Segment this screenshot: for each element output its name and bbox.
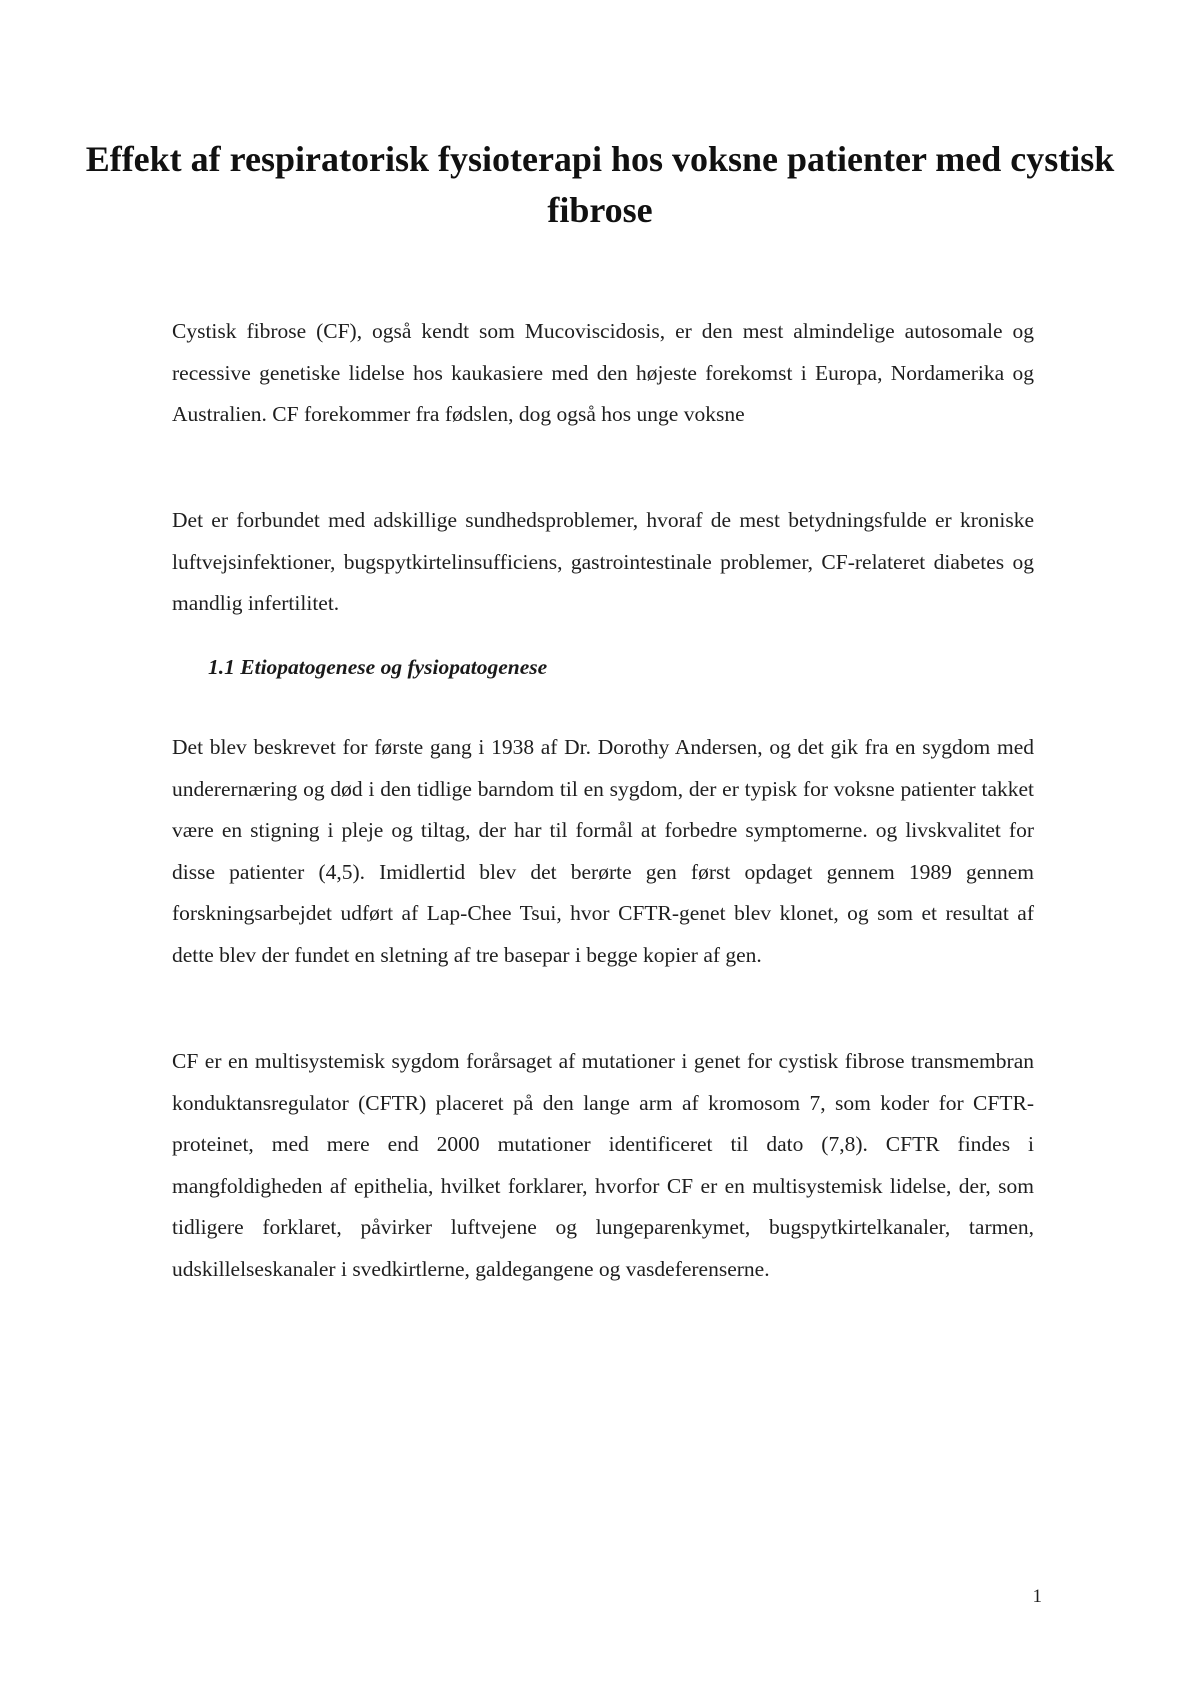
document-title: Effekt af respiratorisk fysioterapi hos voksne patienter med cystisk fibrose bbox=[85, 139, 1115, 230]
paragraph-intro: Cystisk fibrose (CF), også kendt som Mucoviscidosis, er den mest almindelige autosomale og recessive genetiske lidelse hos kaukasiere med den højeste forekomst i Europa, Nordamerika og Australien. CF forekommer fra fødslen, dog også hos unge voksne bbox=[172, 319, 1034, 426]
page-number: 1 bbox=[1032, 1586, 1042, 1607]
section-heading: 1.1 Etiopatogenese og fysiopatogenese bbox=[208, 655, 548, 679]
paragraph-history: Det blev beskrevet for første gang i 1938 af Dr. Dorothy Andersen, og det gik fra en sygdom med underernæring og død i den tidlige barndom til en sygdom, der er typisk for voksne patienter takket være en stigning i pleje og tiltag, der har til formål at forbedre symptomerne. og livskvalitet for disse patienter (4,5). Imidlertid blev det berørte gen først opdaget gennem 1989 gennem forskningsarbejdet udført af Lap-Chee Tsui, hvor CFTR-genet blev klonet, og som et resultat af dette blev der fundet en sletning af tre basepar i begge kopier af gen. bbox=[172, 735, 1034, 967]
paragraph-health-problems: Det er forbundet med adskillige sundhedsproblemer, hvoraf de mest betydningsfulde er kroniske luftvejsinfektioner, bugspytkirtelinsufficiens, gastrointestinale problemer, CF-relateret diabetes og mandlig infertilitet. bbox=[172, 508, 1034, 615]
paragraph-multisystemic: CF er en multisystemisk sygdom forårsaget af mutationer i genet for cystisk fibrose transmembran konduktansregulator (CFTR) placeret på den lange arm af kromosom 7, som koder for CFTR-proteinet, med mere end 2000 mutationer identificeret til dato (7,8). CFTR findes i mangfoldigheden af epithelia, hvilket forklarer, hvorfor CF er en multisystemisk lidelse, der, som tidligere forklaret, påvirker luftvejene og lungeparenkymet, bugspytkirtelkanaler, tarmen, udskillelseskanaler i svedkirtlerne, galdegangene og vasdeferenserne. bbox=[172, 1049, 1034, 1281]
